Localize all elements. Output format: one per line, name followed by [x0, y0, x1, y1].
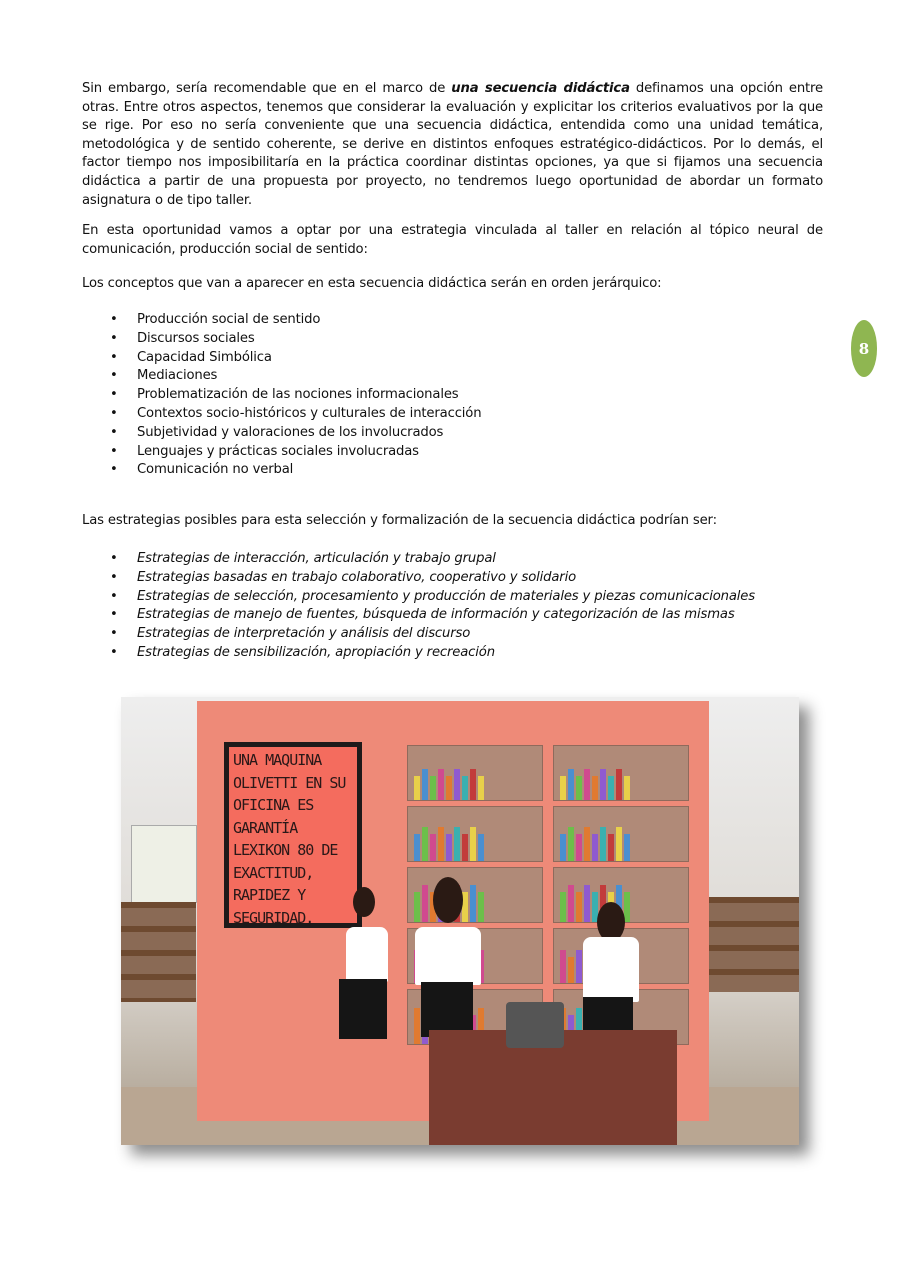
list-item: • Estrategias de interpretación y análisis del discurso: [82, 625, 755, 644]
list-item: • Mediaciones: [82, 367, 481, 386]
list-item: • Subjetividad y valoraciones de los involucrados: [82, 424, 481, 443]
emphasis: una secuencia didáctica: [451, 81, 630, 96]
list-item: • Problematización de las nociones informacionales: [82, 386, 481, 405]
concepts-list: [82, 311, 481, 480]
paragraph-concepts-intro: Los conceptos que van a aparecer en esta secuencia didáctica serán en orden jerárquico:: [82, 276, 662, 291]
shelf-cell: [553, 745, 689, 801]
list-item: • Contextos socio-históricos y culturales de interacción: [82, 405, 481, 424]
list-item: • Estrategias basadas en trabajo colaborativo, cooperativo y solidario: [82, 569, 755, 588]
list-item: • Estrategias de manejo de fuentes, búsqueda de información y categorización de las mismas: [82, 606, 755, 625]
text: definamos una opción entre otras. Entre otros aspectos, tenemos que considerar la evaluación y explicitar los criterios evaluativos por la que se rige. Por eso no sería conveniente que una secuencia didáctica, entendida como una unidad temática, metodológica y de sentido coherente, se derive en distintos enfoques estratégico-didácticos. Por lo demás, el factor tiempo nos imposibilitaría en la práctica coordinar distintas opciones, ya que si fijamos una secuencia didáctica a partir de una propuesta por proyecto, no tendremos luego oportunidad de abordar un formato asignatura o de tipo taller.: [82, 81, 824, 208]
shelf-cell: [407, 867, 543, 923]
paragraph-intro: [82, 80, 823, 210]
text: Sin embargo, sería recomendable que en el marco de: [82, 81, 452, 96]
typewriter: [506, 1002, 564, 1048]
shelf-cell: [407, 806, 543, 862]
paragraph-strategy: En esta oportunidad vamos a optar por una estrategia vinculada al taller en relación al tópico neural de comunicación, producción social de sentido:: [82, 223, 823, 257]
list-item: • Lenguajes y prácticas sociales involucradas: [82, 443, 481, 462]
shelf-cell: [407, 745, 543, 801]
strategies-list: [82, 550, 755, 663]
list-item: • Discursos sociales: [82, 330, 481, 349]
poster-text: UNA MAQUINA OLIVETTI EN SU OFICINA ES GARANTÍA LEXIKON 80 DE EXACTITUD, RAPIDEZ Y SEGURIDAD.: [224, 742, 362, 928]
list-item: • Comunicación no verbal: [82, 461, 481, 480]
page-number-badge: 8: [851, 320, 877, 377]
paragraph-strategies-intro: Las estrategias posibles para esta selección y formalización de la secuencia didáctica podrían ser:: [82, 513, 717, 528]
shelf-cell: [553, 806, 689, 862]
list-item: • Producción social de sentido: [82, 311, 481, 330]
list-item: • Capacidad Simbólica: [82, 349, 481, 368]
list-item: • Estrategias de interacción, articulación y trabajo grupal: [82, 550, 755, 569]
workshop-photo: [121, 697, 799, 1145]
list-item: • Estrategias de selección, procesamiento y producción de materiales y piezas comunicacionales: [82, 588, 755, 607]
list-item: • Estrategias de sensibilización, apropiación y recreación: [82, 644, 755, 663]
